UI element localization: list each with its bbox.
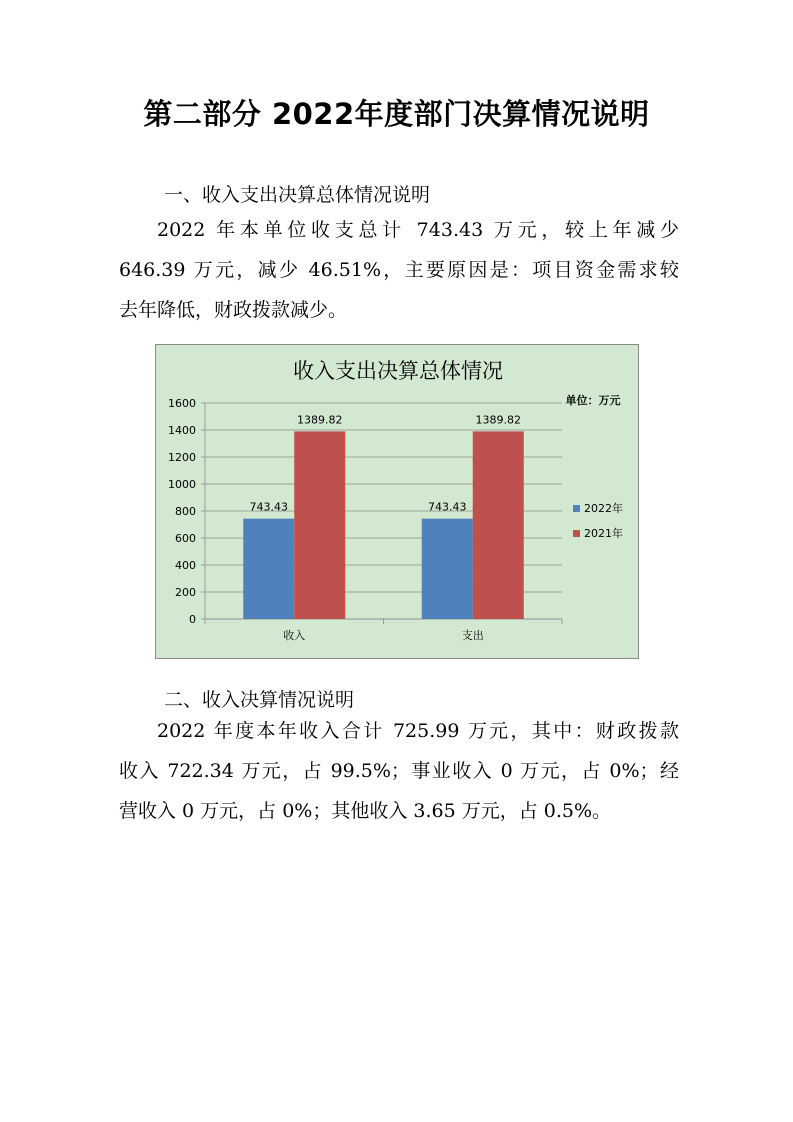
bar-2021年-收入: [294, 431, 345, 619]
y-tick-label: 800: [175, 505, 196, 518]
legend-swatch: [573, 505, 580, 512]
data-label: 1389.82: [475, 413, 521, 427]
paragraph-line: 2022 年度本年收入合计 725.99 万元，其中：财政拨款: [157, 720, 679, 742]
x-tick-label: 收入: [283, 629, 306, 642]
bar-2022年-支出: [422, 519, 473, 619]
y-tick-label: 1200: [168, 451, 196, 464]
paragraph-line: 营收入 0 万元，占 0%；其他收入 3.65 万元，占 0.5%。: [119, 800, 612, 822]
data-label: 1389.82: [297, 413, 343, 427]
legend-swatch: [573, 530, 580, 537]
y-tick-label: 600: [175, 532, 196, 545]
paragraph-line: 646.39 万元，减少 46.51%，主要原因是：项目资金需求较: [119, 259, 679, 281]
data-label: 743.43: [428, 500, 467, 514]
bar-2022年-收入: [243, 519, 294, 619]
section-heading-income: 二、收入决算情况说明: [164, 689, 355, 711]
section-heading-overall: 一、收入支出决算总体情况说明: [164, 184, 431, 206]
y-tick-label: 0: [189, 613, 196, 626]
y-tick-label: 200: [175, 586, 196, 599]
bar-chart: [156, 345, 640, 660]
legend-label: 2022年: [584, 502, 623, 515]
bar-2021年-支出: [473, 431, 524, 619]
paragraph-income: [119, 711, 679, 831]
y-tick-label: 400: [175, 559, 196, 572]
legend-label: 2021年: [584, 527, 623, 540]
paragraph-overall: [119, 210, 679, 330]
data-label: 743.43: [249, 500, 288, 514]
y-tick-label: 1400: [168, 424, 196, 437]
y-tick-label: 1600: [168, 397, 196, 410]
page-title: 第二部分 2022年度部门决算情况说明: [143, 97, 650, 131]
paragraph-line: 2022 年本单位收支总计 743.43 万元，较上年减少: [157, 219, 679, 241]
y-tick-label: 1000: [168, 478, 196, 491]
paragraph-line: 去年降低，财政拨款减少。: [119, 299, 348, 321]
chart-unit-label: 单位：万元: [565, 394, 621, 407]
chart-container: [155, 344, 639, 659]
x-tick-label: 支出: [461, 629, 484, 642]
paragraph-line: 收入 722.34 万元，占 99.5%；事业收入 0 万元，占 0%；经: [119, 760, 679, 782]
chart-title: 收入支出决算总体情况: [293, 359, 503, 383]
